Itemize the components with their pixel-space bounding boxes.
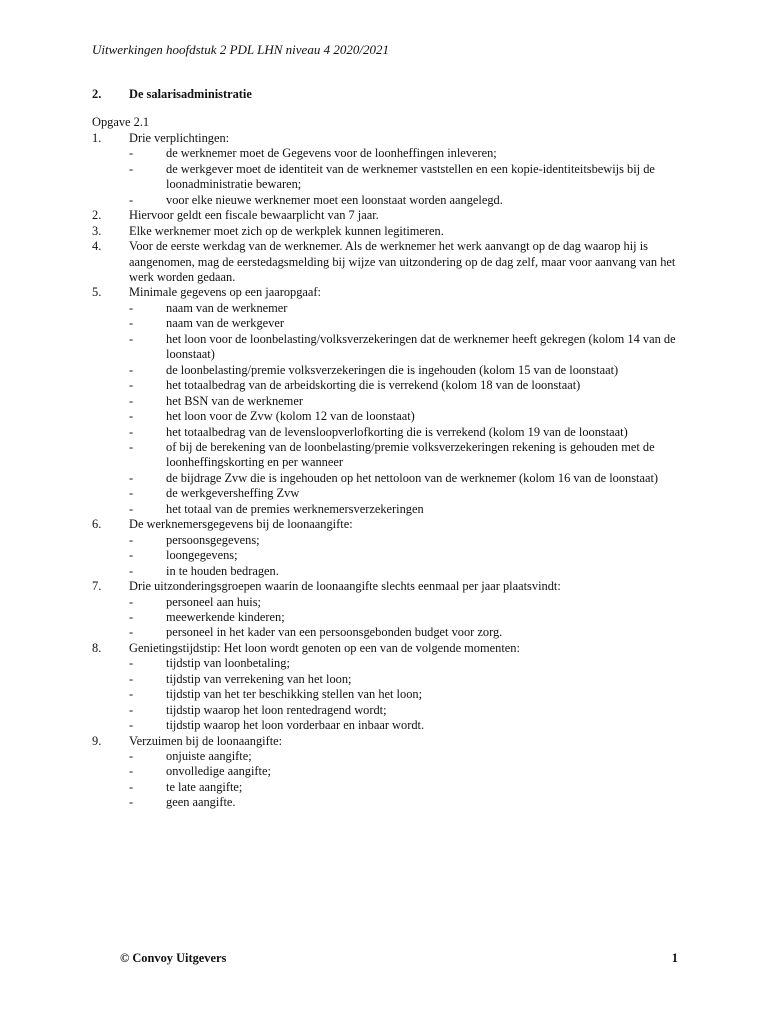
dash-bullet: - (129, 470, 134, 485)
dash-bullet: - (129, 548, 134, 563)
dash-bullet: - (129, 594, 134, 609)
sub-item (92, 656, 692, 671)
sub-item (92, 780, 692, 795)
sub-item (92, 378, 692, 393)
dash-bullet: - (129, 331, 134, 346)
dash-bullet: - (129, 532, 134, 547)
footer-publisher: © Convoy Uitgevers (120, 951, 227, 965)
list-item (92, 285, 692, 300)
sub-item (92, 502, 692, 517)
item-text: Verzuimen bij de loonaangifte: (129, 733, 283, 748)
sub-item-text: tijdstip van loonbetaling; (166, 656, 290, 671)
dash-bullet: - (129, 424, 134, 439)
dash-bullet: - (129, 146, 134, 161)
dash-bullet: - (129, 702, 134, 717)
item-number: 7. (92, 579, 102, 594)
sub-item-text: te late aangifte; (166, 779, 243, 794)
sub-item-text: onvolledige aangifte; (166, 764, 271, 779)
sub-item (92, 749, 692, 764)
sub-item (92, 486, 692, 501)
sub-item-text: voor elke nieuwe werknemer moet een loonstaat worden aangelegd. (166, 192, 503, 207)
item-number: 1. (92, 130, 102, 145)
dash-bullet: - (129, 501, 134, 516)
item-text: Elke werknemer moet zich op de werkplek kunnen legitimeren. (129, 223, 444, 238)
sub-item (92, 301, 692, 316)
sub-item-text: tijdstip waarop het loon vorderbaar en inbaar wordt. (166, 718, 425, 733)
sub-item (92, 595, 692, 610)
sub-item-text: loongegevens; (166, 548, 238, 563)
answer-list (92, 131, 692, 811)
dash-bullet: - (129, 609, 134, 624)
sub-item-text: de bijdrage Zvw die is ingehouden op het nettoloon van de werknemer (kolom 16 van de loonstaat) (166, 470, 659, 485)
dash-bullet: - (129, 671, 134, 686)
dash-bullet: - (129, 779, 134, 794)
sub-item (92, 363, 692, 378)
item-text: Minimale gegevens op een jaaropgaaf: (129, 285, 321, 300)
sub-item-text: het loon voor de loonbelasting/volksverzekeringen dat de werknemer heeft gekregen (kolom 14 van de loonstaat) (166, 331, 676, 362)
sub-item (92, 471, 692, 486)
sub-item (92, 533, 692, 548)
document-body (92, 87, 692, 811)
sub-item (92, 409, 692, 424)
item-text: De werknemersgegevens bij de loonaangifte: (129, 517, 353, 532)
list-item (92, 579, 692, 594)
sub-item-text: personeel aan huis; (166, 594, 261, 609)
item-number: 8. (92, 640, 102, 655)
sub-item-text: tijdstip waarop het loon rentedragend wordt; (166, 702, 387, 717)
sub-item (92, 162, 692, 193)
dash-bullet: - (129, 749, 134, 764)
sub-item (92, 625, 692, 640)
sub-item-text: de werkgever moet de identiteit van de werknemer vaststellen en een kopie-identiteitsbewijs bij de loonadministratie bewaren; (166, 161, 655, 192)
dash-bullet: - (129, 300, 134, 315)
sub-item-text: het totaal van de premies werknemersverzekeringen (166, 501, 424, 516)
sub-item-text: het BSN van de werknemer (166, 393, 303, 408)
sub-item-text: de werknemer moet de Gegevens voor de loonheffingen inleveren; (166, 146, 497, 161)
page-header: Uitwerkingen hoofdstuk 2 PDL LHN niveau 4 2020/2021 (92, 42, 389, 57)
sub-item-text: tijdstip van verrekening van het loon; (166, 671, 352, 686)
item-text: Drie uitzonderingsgroepen waarin de loonaangifte slechts eenmaal per jaar plaatsvindt: (129, 579, 561, 594)
sub-item-text: meewerkende kinderen; (166, 609, 285, 624)
list-item (92, 224, 692, 239)
sub-item-text: persoonsgegevens; (166, 532, 260, 547)
sub-item (92, 795, 692, 810)
item-text: Drie verplichtingen: (129, 130, 230, 145)
sub-item (92, 764, 692, 779)
sub-item (92, 703, 692, 718)
item-text: Genietingstijdstip: Het loon wordt genoten op een van de volgende momenten: (129, 640, 520, 655)
sub-item (92, 672, 692, 687)
sub-item (92, 718, 692, 733)
dash-bullet: - (129, 362, 134, 377)
dash-bullet: - (129, 409, 134, 424)
section-number: 2. (92, 87, 102, 101)
dash-bullet: - (129, 625, 134, 640)
item-number: 6. (92, 517, 102, 532)
list-item (92, 734, 692, 749)
exercise-label: Opgave 2.1 (92, 115, 150, 130)
dash-bullet: - (129, 378, 134, 393)
item-number: 3. (92, 223, 102, 238)
section-heading (92, 87, 692, 102)
sub-item-text: onjuiste aangifte; (166, 749, 252, 764)
section-title: De salarisadministratie (129, 87, 252, 101)
sub-item-text: in te houden bedragen. (166, 563, 279, 578)
sub-item-text: de loonbelasting/premie volksverzekeringen die is ingehouden (kolom 15 van de loonstaat) (166, 362, 619, 377)
item-number: 4. (92, 239, 102, 254)
item-number: 5. (92, 285, 102, 300)
page-number: 1 (671, 951, 678, 965)
sub-item (92, 193, 692, 208)
sub-item (92, 425, 692, 440)
dash-bullet: - (129, 192, 134, 207)
sub-item (92, 146, 692, 161)
sub-item (92, 610, 692, 625)
dash-bullet: - (129, 687, 134, 702)
sub-item (92, 564, 692, 579)
sub-item-text: geen aangifte. (166, 795, 236, 810)
sub-item (92, 548, 692, 563)
dash-bullet: - (129, 656, 134, 671)
sub-item-text: of bij de berekening van de loonbelasting/premie volksverzekeringen rekening is gehouden met de loonheffingskorting en per wanneer (166, 439, 655, 470)
dash-bullet: - (129, 764, 134, 779)
item-text: Voor de eerste werkdag van de werknemer. Als de werknemer het werk aanvangt op de dag waarop hij is aangenomen, mag de eerstedagsmelding bij wijze van uitzondering op de dag zelf, maar voor aanvang van het werk worden gedaan. (129, 239, 676, 284)
sub-item (92, 316, 692, 331)
dash-bullet: - (129, 393, 134, 408)
sub-item-text: naam van de werkgever (166, 316, 284, 331)
dash-bullet: - (129, 563, 134, 578)
sub-item (92, 687, 692, 702)
dash-bullet: - (129, 161, 134, 176)
list-item (92, 208, 692, 223)
dash-bullet: - (129, 795, 134, 810)
sub-item (92, 394, 692, 409)
sub-item-text: het totaalbedrag van de arbeidskorting die is verrekend (kolom 18 van de loonstaat) (166, 378, 581, 393)
sub-item (92, 332, 692, 363)
item-text: Hiervoor geldt een fiscale bewaarplicht van 7 jaar. (129, 208, 379, 223)
dash-bullet: - (129, 316, 134, 331)
dash-bullet: - (129, 486, 134, 501)
list-item (92, 517, 692, 532)
list-item (92, 131, 692, 146)
dash-bullet: - (129, 718, 134, 733)
dash-bullet: - (129, 439, 134, 454)
sub-item-text: tijdstip van het ter beschikking stellen van het loon; (166, 687, 423, 702)
sub-item-text: personeel in het kader van een persoonsgebonden budget voor zorg. (166, 625, 503, 640)
sub-item-text: naam van de werknemer (166, 300, 288, 315)
item-number: 9. (92, 733, 102, 748)
sub-item-text: het loon voor de Zvw (kolom 12 van de loonstaat) (166, 409, 415, 424)
list-item (92, 641, 692, 656)
item-number: 2. (92, 208, 102, 223)
list-item (92, 239, 692, 285)
sub-item (92, 440, 692, 471)
sub-item-text: de werkgeversheffing Zvw (166, 486, 300, 501)
sub-item-text: het totaalbedrag van de levensloopverlofkorting die is verrekend (kolom 19 van de loonstaat) (166, 424, 628, 439)
